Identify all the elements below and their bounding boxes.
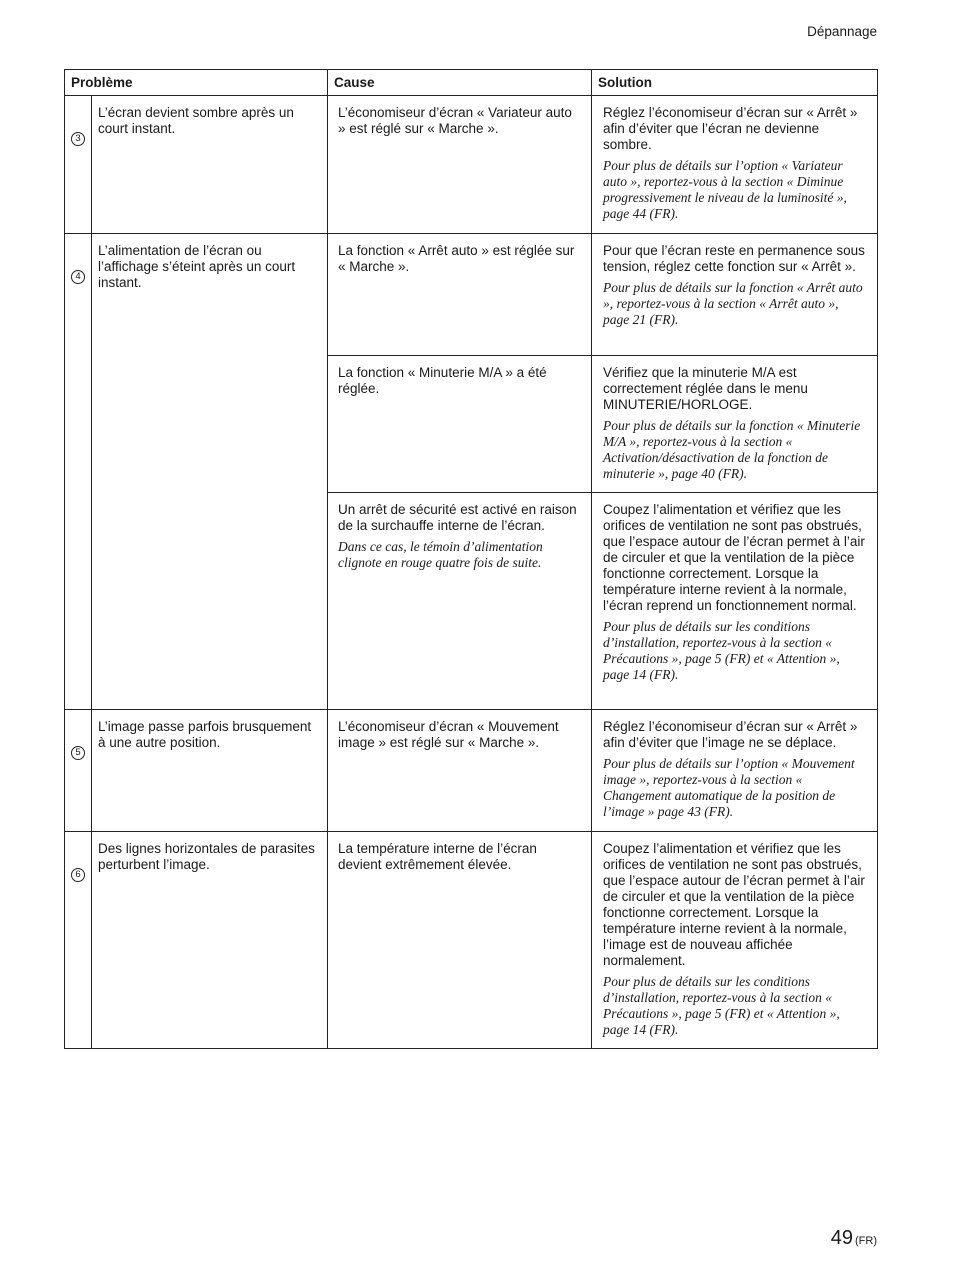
- cause-text: La fonction « Minuterie M/A » a été réglée.: [338, 365, 547, 396]
- table-row: [65, 234, 878, 356]
- problem-number-cell: [65, 234, 92, 710]
- page-number-suffix: (FR): [855, 1235, 877, 1247]
- solution-cell: [592, 832, 878, 1049]
- cause-cell: [328, 493, 592, 710]
- solution-text: Réglez l’économiseur d’écran sur « Arrêt » afin d’éviter que l’image ne se déplace.: [603, 719, 858, 750]
- problem-number-cell: [65, 96, 92, 234]
- cause-cell: [328, 234, 592, 356]
- solution-cell: [592, 356, 878, 493]
- solution-text: Réglez l’économiseur d’écran sur « Arrêt » afin d’éviter que l’écran ne devienne sombre.: [603, 105, 858, 152]
- page-number-value: 49: [830, 1227, 853, 1249]
- cause-text: La température interne de l’écran devient extrêmement élevée.: [338, 841, 537, 872]
- cause-text: L’économiseur d’écran « Variateur auto » est réglé sur « Marche ».: [338, 105, 572, 136]
- cause-text: L’économiseur d’écran « Mouvement image » est réglé sur « Marche ».: [338, 719, 559, 750]
- header-cause: Cause: [328, 70, 592, 96]
- header-problem: Problème: [65, 70, 328, 96]
- solution-text: Coupez l’alimentation et vérifiez que les orifices de ventilation ne sont pas obstrués, que l’espace autour de l’écran permet à l’air de circuler et que la ventilation de la pièce fonctionne correctement. Lorsque la température interne revient à la normale, l’image est de nouveau affichée normalement.: [603, 841, 865, 968]
- cause-cell: [328, 832, 592, 1049]
- table-row: [65, 832, 878, 1049]
- solution-cell: [592, 493, 878, 710]
- solution-text: Vérifiez que la minuterie M/A est correctement réglée dans le menu MINUTERIE/HORLOGE.: [603, 365, 808, 412]
- cause-text: Un arrêt de sécurité est activé en raison de la surchauffe interne de l’écran.: [338, 502, 577, 533]
- problem-cell: L’écran devient sombre après un court instant.: [92, 96, 328, 234]
- solution-note: Pour plus de détails sur l’option « Mouvement image », reportez-vous à la section « Changement automatique de la position de l’image » page 43 (FR).: [603, 756, 855, 819]
- troubleshooting-table: [64, 69, 878, 1049]
- table-header-row: [65, 70, 878, 96]
- page-number: [831, 1227, 877, 1250]
- solution-cell: [592, 96, 878, 234]
- solution-note: Pour plus de détails sur les conditions d’installation, reportez-vous à la section « Précautions », page 5 (FR) et « Attention », page 14 (FR).: [603, 974, 840, 1037]
- problem-cell: L’image passe parfois brusquement à une autre position.: [92, 710, 328, 832]
- table-row: [65, 710, 878, 832]
- cause-cell: [328, 710, 592, 832]
- table-row: [65, 96, 878, 234]
- circled-number: 3: [71, 132, 85, 146]
- solution-text: Pour que l’écran reste en permanence sous tension, réglez cette fonction sur « Arrêt ».: [603, 243, 865, 274]
- solution-note: Pour plus de détails sur les conditions d’installation, reportez-vous à la section « Précautions », page 5 (FR) et « Attention », page 14 (FR).: [603, 619, 840, 682]
- solution-note: Pour plus de détails sur la fonction « Arrêt auto », reportez-vous à la section « Arrêt auto », page 21 (FR).: [603, 280, 863, 327]
- circled-number: 6: [71, 868, 85, 882]
- solution-note: Pour plus de détails sur l’option « Variateur auto », reportez-vous à la section « Diminue progressivement le niveau de la luminosité », page 44 (FR).: [603, 158, 847, 221]
- section-title: Dépannage: [807, 24, 877, 39]
- cause-note: Dans ce cas, le témoin d’alimentation clignote en rouge quatre fois de suite.: [338, 539, 543, 570]
- solution-cell: [592, 234, 878, 356]
- solution-note: Pour plus de détails sur la fonction « Minuterie M/A », reportez-vous à la section « Activation/désactivation de la fonction de minuterie », page 40 (FR).: [603, 418, 861, 481]
- header-solution: Solution: [592, 70, 878, 96]
- problem-number-cell: [65, 710, 92, 832]
- solution-text: Coupez l’alimentation et vérifiez que les orifices de ventilation ne sont pas obstrués, que l’espace autour de l’écran permet à l’air de circuler et que la ventilation de la pièce fonctionne correctement. Lorsque la température interne revient à la normale, l’écran reprend un fonctionnement normal.: [603, 502, 865, 613]
- problem-cell: Des lignes horizontales de parasites perturbent l’image.: [92, 832, 328, 1049]
- solution-cell: [592, 710, 878, 832]
- cause-text: La fonction « Arrêt auto » est réglée sur « Marche ».: [338, 243, 575, 274]
- circled-number: 5: [71, 746, 85, 760]
- cause-cell: [328, 356, 592, 493]
- problem-number-cell: [65, 832, 92, 1049]
- cause-cell: [328, 96, 592, 234]
- circled-number: 4: [71, 270, 85, 284]
- problem-cell: L’alimentation de l’écran ou l’affichage s’éteint après un court instant.: [92, 234, 328, 710]
